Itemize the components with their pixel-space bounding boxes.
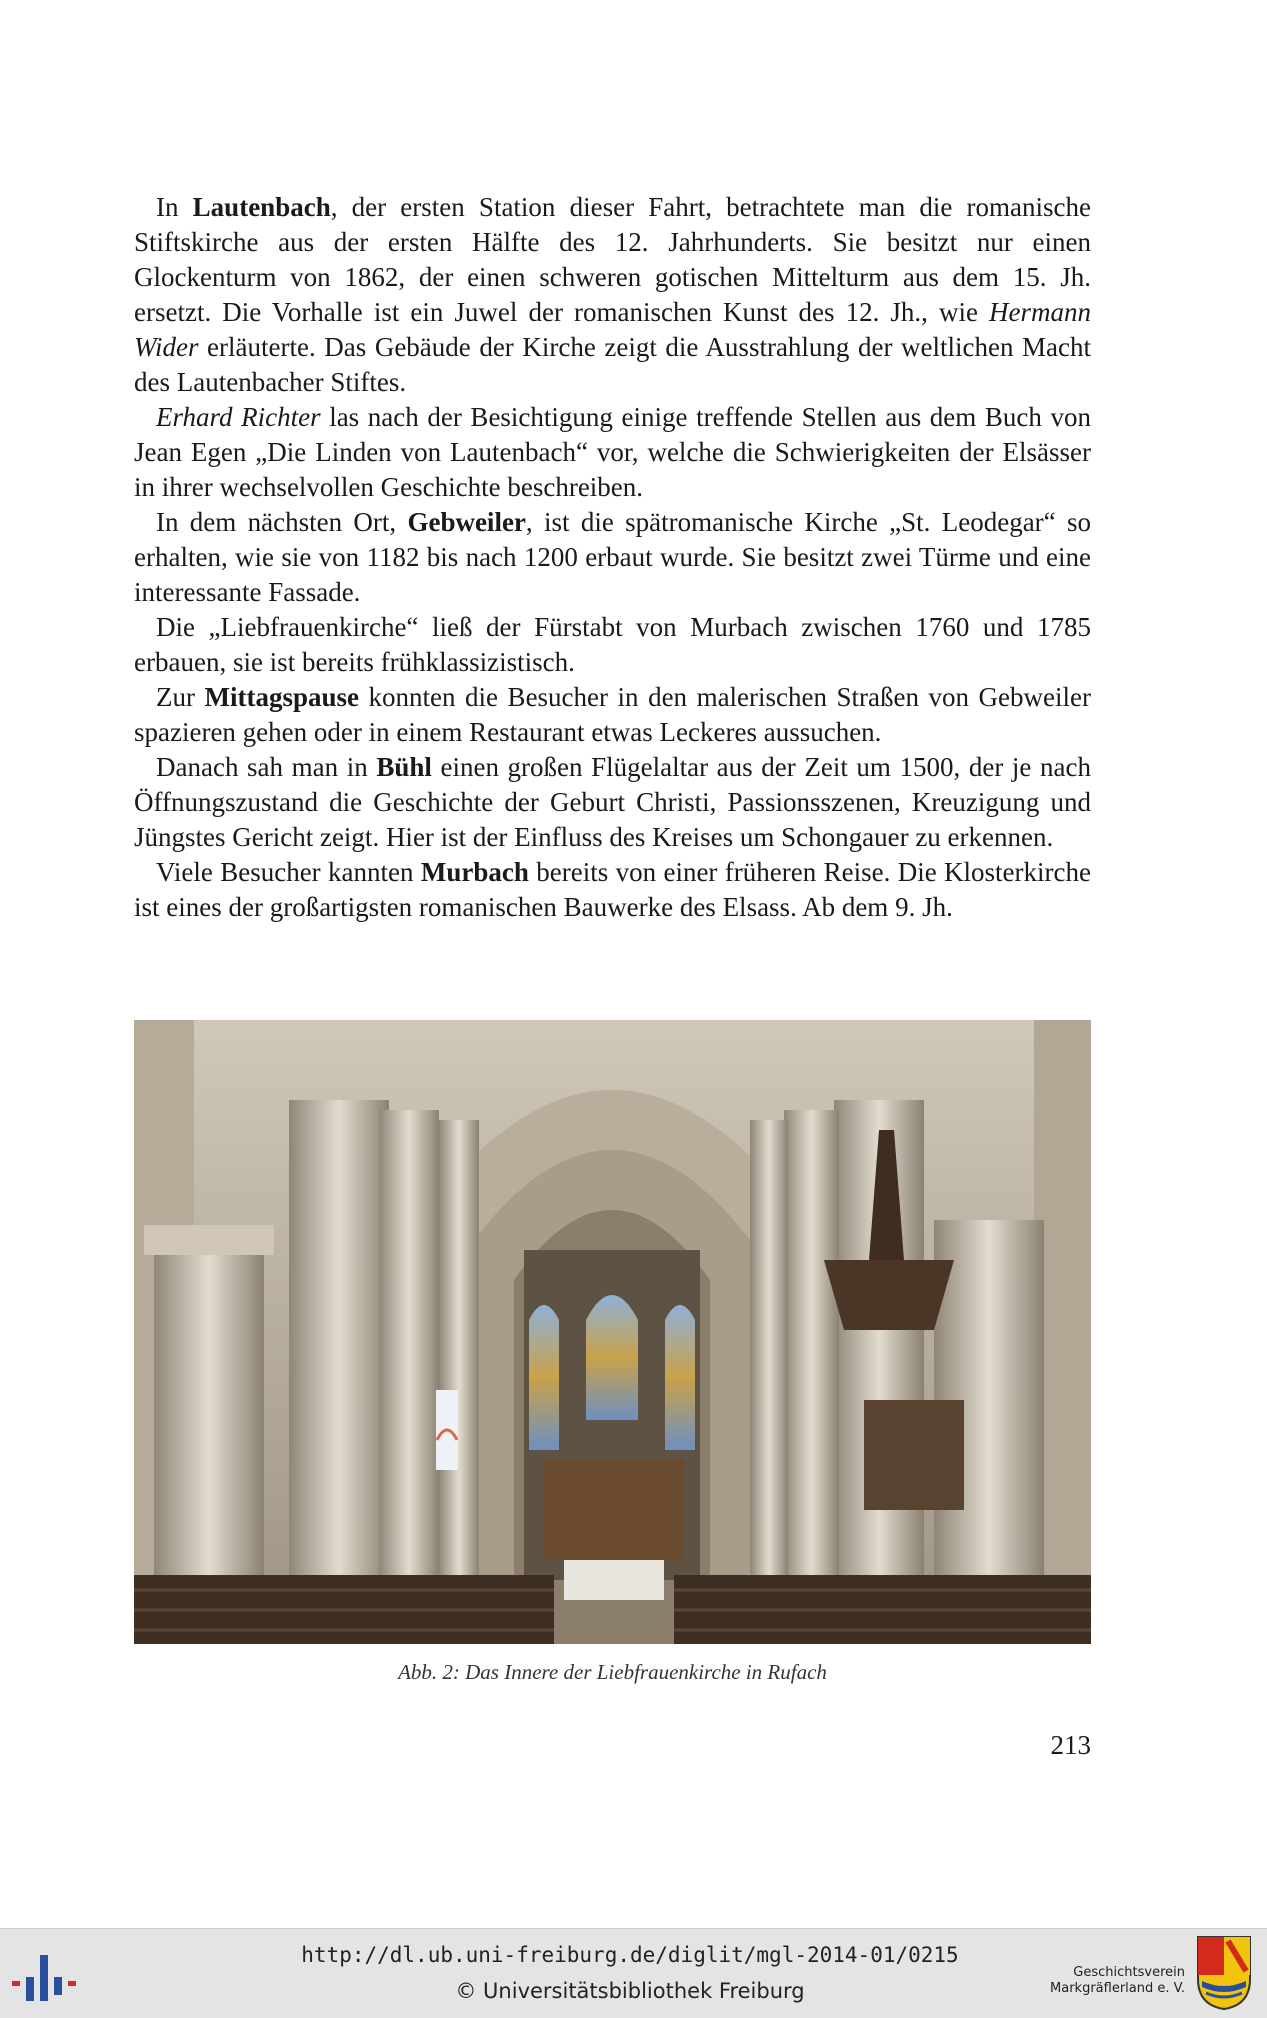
coat-of-arms-icon: [1196, 1935, 1252, 2011]
text-run: erläuterte. Das Gebäude der Kirche zeigt die Ausstrahlung der weltlichen Macht des Lautenbacher Stiftes.: [134, 332, 1091, 397]
paragraph: [134, 190, 1091, 400]
bold-place-name: Bühl: [376, 752, 432, 782]
text-run: , der ersten Station dieser Fahrt, betrachtete man die romanische Stiftskirche aus der ersten Hälfte des 12. Jahrhunderts. Sie besitzt nur einen Glockenturm von 1862, der einen schweren gotischen Mittelturm aus dem 15. Jh. ersetzt. Die Vorhalle ist ein Juwel der romanischen Kunst des 12. Jh., wie: [134, 192, 1091, 327]
text-run: , ist die spätromanische Kirche „St. Leodegar“ so erhalten, wie sie von 1182 bis nach 1200 erbaut wurde. Sie besitzt zwei Türme und eine interessante Fassade.: [134, 507, 1091, 607]
bold-place-name: Mittagspause: [204, 682, 360, 712]
text-run: In: [156, 192, 193, 222]
paragraph: [134, 505, 1091, 610]
church-interior-illustration: [134, 1020, 1091, 1644]
footer-bar: [0, 1928, 1267, 2018]
paragraph: [134, 750, 1091, 855]
bold-place-name: Gebweiler: [407, 507, 526, 537]
text-run: bereits von einer früheren Reise. Die Klosterkirche ist eines der großartigsten romanischen Bauwerke des Elsass. Ab dem 9. Jh.: [134, 857, 1091, 922]
body-text: [134, 190, 1091, 925]
text-run: Die „Liebfrauenkirche“ ließ der Fürstabt von Murbach zwischen 1760 und 1785 erbauen, sie ist bereits frühklassizistisch.: [134, 612, 1091, 677]
paragraph: [134, 680, 1091, 750]
paragraph: [134, 855, 1091, 925]
church-interior-photo: [134, 1020, 1091, 1644]
copyright-notice: © Universitätsbibliothek Freiburg: [455, 1979, 805, 2003]
italic-person-name: Hermann Wider: [134, 297, 1091, 362]
italic-person-name: Erhard Richter: [156, 402, 321, 432]
bold-place-name: Lautenbach: [192, 192, 331, 222]
source-url-link[interactable]: http://dl.ub.uni-freiburg.de/diglit/mgl-2014-01/0215: [301, 1943, 959, 1967]
text-run: konnten die Besucher in den malerischen Straßen von Gebweiler spazieren gehen oder in einem Restaurant etwas Leckeres aussuchen.: [134, 682, 1091, 747]
text-run: Viele Besucher kannten: [156, 857, 421, 887]
paragraph: [134, 400, 1091, 505]
figure-caption: Abb. 2: Das Innere der Liebfrauenkirche in Rufach: [398, 1660, 827, 1684]
paragraph: [134, 610, 1091, 680]
society-name: [1015, 1965, 1185, 1997]
text-run: Danach sah man in: [156, 752, 377, 782]
text-run: las nach der Besichtigung einige treffende Stellen aus dem Buch von Jean Egen „Die Linden von Lautenbach“ vor, welche die Schwierigkeiten der Elsässer in ihrer wechselvollen Geschichte beschreiben.: [134, 402, 1091, 502]
text-run: In dem nächsten Ort,: [156, 507, 408, 537]
bold-place-name: Murbach: [420, 857, 529, 887]
society-line-2: Markgräflerland e. V.: [1050, 1981, 1185, 1996]
text-run: einen großen Flügelaltar aus der Zeit um 1500, der je nach Öffnungszustand die Geschichte der Geburt Christi, Passionsszenen, Kreuzigung und Jüngstes Gericht zeigt. Hier ist der Einfluss des Kreises um Schongauer zu erkennen.: [134, 752, 1091, 852]
society-line-1: Geschichtsverein: [1073, 1965, 1185, 1980]
text-run: Zur: [156, 682, 205, 712]
page-number: 213: [1050, 1730, 1091, 1760]
library-logo-icon: [12, 1951, 82, 2001]
